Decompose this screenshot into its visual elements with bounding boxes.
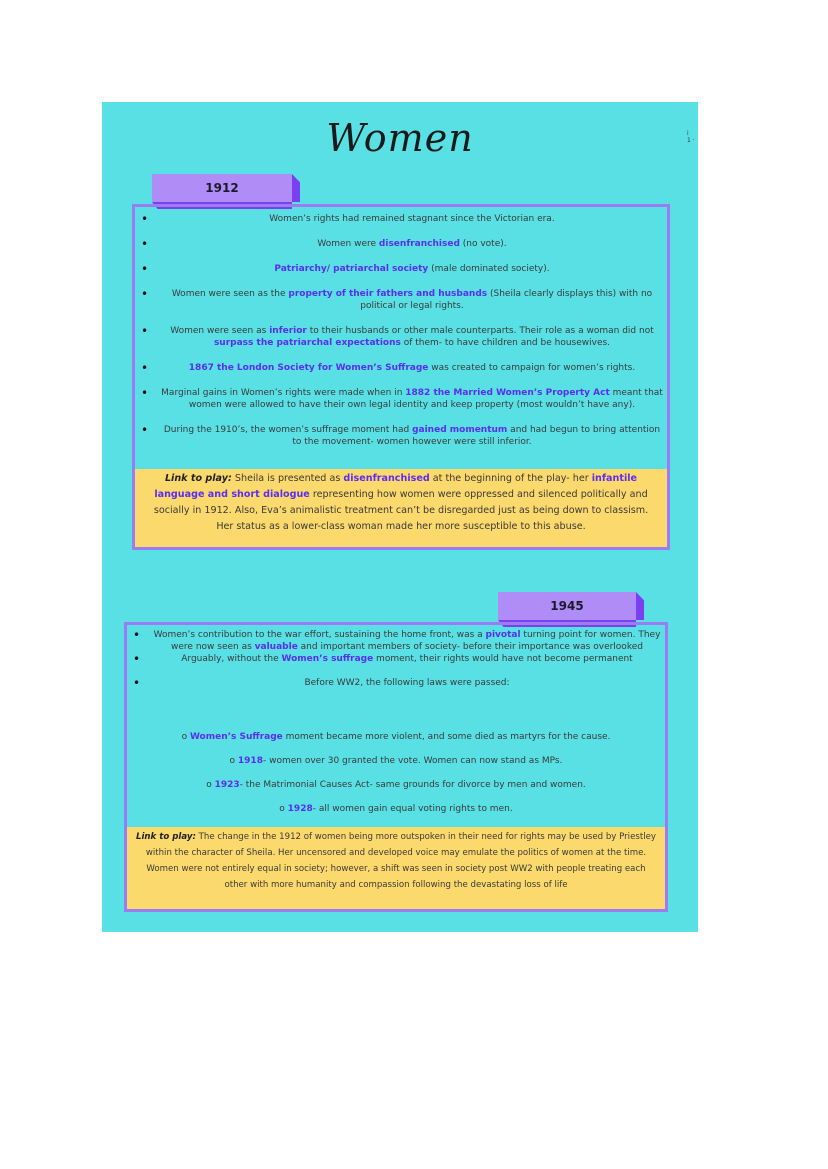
tab-1945: 1945 — [498, 592, 636, 620]
text-run: Women were seen as — [170, 326, 270, 336]
bullet-item — [135, 387, 667, 411]
bullet-item — [135, 424, 667, 448]
edge-mark: i 1 · — [687, 130, 695, 144]
text-run: The change in the 1912 of women being more outspoken in their need for rights may be used by Priestley within the character of Sheila. Her uncensored and developed voice may emulate the politics of women at the time. Women were not entirely equal in society; however, a shift was seen in society post WW2 with people treating each other with more humanity and compassion following the devastating loss of life — [145, 832, 656, 890]
text-run: Women’s rights had remained stagnant since the Victorian era. — [269, 214, 555, 224]
sub-list-item — [127, 803, 665, 815]
text-run: to their husbands or other male counterparts. Their role as a woman did not — [306, 326, 654, 336]
text-run: representing how women were oppressed and silenced politically and socially in 1912. Also, Eva’s animalistic treatment can’t be disregarded just as being down to classism. Her status as a lower-class woman made her more susceptible to this abuse. — [153, 489, 649, 532]
bullet-item — [135, 263, 667, 275]
bullet-item — [135, 213, 667, 225]
bullets-1912 — [135, 207, 667, 448]
text-run: - the Matrimonial Causes Act- same grounds for divorce by men and women. — [239, 780, 586, 790]
tab-1912: 1912 — [152, 174, 292, 202]
highlight-term: valuable — [254, 642, 298, 652]
text-run: Arguably, without the — [181, 654, 282, 664]
highlight-term: Women’s suffrage — [281, 654, 374, 664]
text-run: Sheila is presented as — [231, 473, 344, 484]
poster — [102, 102, 698, 932]
bullet-item — [135, 238, 667, 250]
text-run: - women over 30 granted the vote. Women can now stand as MPs. — [262, 756, 563, 766]
highlight-term: pivotal — [485, 630, 521, 640]
section-1912-box — [132, 204, 670, 550]
text-run: Before WW2, the following laws were passed: — [304, 678, 510, 688]
bullet-item — [127, 629, 665, 653]
bullet-item — [135, 362, 667, 374]
text-run: (no vote). — [459, 239, 507, 249]
highlight-term: Women’s Suffrage — [189, 732, 283, 742]
text-run: o — [181, 732, 190, 742]
text-run: moment became more violent, and some died as martyrs for the cause. — [282, 732, 611, 742]
highlight-term: gained momentum — [412, 425, 508, 435]
text-run: Women were — [317, 239, 379, 249]
text-run: moment, their rights would have not become permanent — [373, 654, 633, 664]
text-run: o — [229, 756, 238, 766]
link-lead: Link to play: — [136, 832, 196, 842]
text-run: (Sheila clearly displays this) with no political or legal rights. — [360, 289, 653, 311]
text-run: and had begun to bring attention to the movement- women however were still inferior. — [292, 425, 661, 447]
text-run: (male dominated society). — [428, 264, 550, 274]
bullet-item — [135, 288, 667, 312]
text-run: o — [206, 780, 215, 790]
bullet-item — [135, 325, 667, 349]
text-run: of them- to have children and be housewives. — [400, 338, 611, 348]
highlight-term: disenfranchised — [343, 473, 430, 484]
highlight-term: Patriarchy/ patriarchal society — [274, 264, 429, 274]
text-run: Women’s contribution to the war effort, sustaining the home front, was a — [153, 630, 486, 640]
bullets-1945 — [127, 625, 665, 689]
section-1945-box — [124, 622, 668, 912]
page-title: Women — [326, 116, 474, 160]
highlight-term: inferior — [269, 326, 307, 336]
text-run: - all women gain equal voting rights to men. — [312, 804, 513, 814]
bullet-item — [127, 677, 665, 689]
highlight-term: surpass the patriarchal expectations — [213, 338, 401, 348]
highlight-term: 1928 — [287, 804, 313, 814]
text-run: at the beginning of the play- her — [429, 473, 592, 484]
sub-list-item — [127, 779, 665, 791]
link-to-play-1912 — [135, 469, 667, 547]
highlight-term: 1882 the Married Women’s Property Act — [405, 388, 610, 398]
sub-list-item — [127, 755, 665, 767]
text-run: was created to campaign for women’s rights. — [428, 363, 636, 373]
highlight-term: infantile language and short dialogue — [154, 473, 638, 500]
highlight-term: disenfranchised — [378, 239, 460, 249]
link-to-play-1945 — [127, 827, 665, 909]
highlight-term: 1923 — [214, 780, 240, 790]
text-run: turning point for women. They were now seen as — [171, 630, 661, 652]
link-lead: Link to play: — [164, 473, 232, 484]
highlight-term: 1918 — [237, 756, 263, 766]
text-run: Women were seen as the — [171, 289, 289, 299]
text-run: Marginal gains in Women’s rights were made when in — [161, 388, 406, 398]
text-run: and important members of society- before their importance was overlooked — [297, 642, 643, 652]
text-run: During the 1910’s, the women’s suffrage moment had — [163, 425, 413, 435]
sub-list-item — [127, 731, 665, 743]
highlight-term: property of their fathers and husbands — [288, 289, 488, 299]
text-run: meant that women were allowed to have their own legal identity and keep property (most wouldn’t have any). — [188, 388, 663, 410]
text-run: o — [279, 804, 288, 814]
bullet-item — [127, 653, 665, 665]
highlight-term: 1867 the London Society for Women’s Suffrage — [188, 363, 429, 373]
